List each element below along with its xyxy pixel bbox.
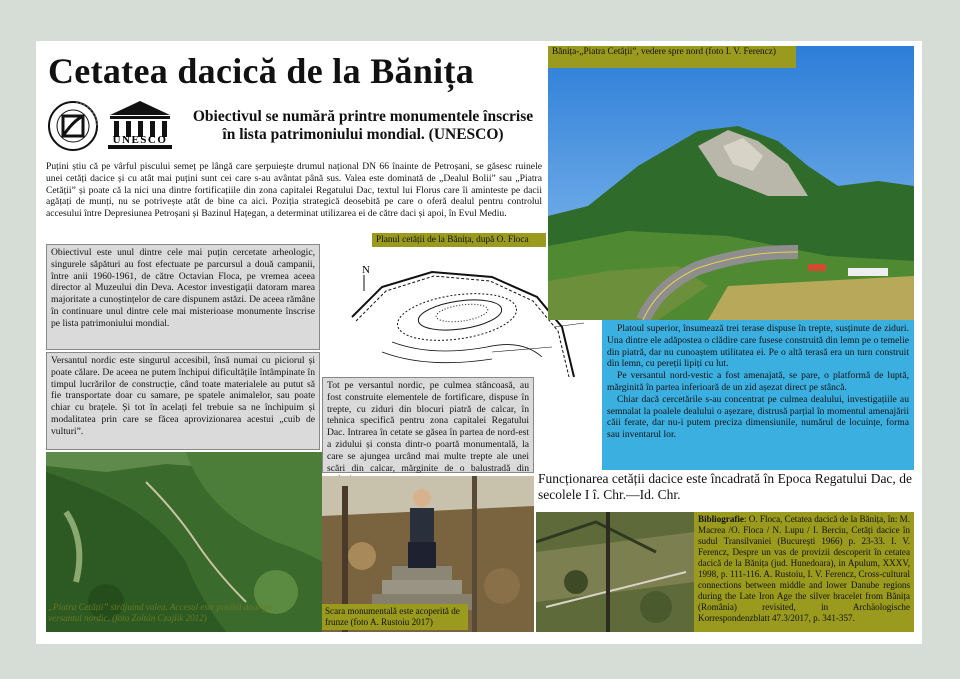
subtitle: Obiectivul se numără printre monumentele înscrise în lista patrimoniului mondial. (UNESCO) [192, 108, 534, 143]
intro-paragraph: Puțini știu că pe vârful piscului semeț pe lângă care șerpuiește drumul național DN 66 înainte de Petroșani, se găsesc ruinele unei cetăți dacice și cu atât mai puțini sunt cei care s-au avântat până sus. Valea este dominată de „Dealul Bolii” sau „Piatra Cetății” și poate că la nici una dintre fortificațiile din zona capitalei Regatului Dac, textul lui Florus care îi aminteste pe dacii agățați de munți, nu se potrivește atât de bine ca aici. Poziția strategică deosebită pe care o oferă dealul pentru controlul accesului între Depresiunea Petroșani și Bazinul Hațegan, a determinat utilizarea ei de către daci și apoi, în Evul Mediu. [46, 161, 542, 220]
north-arrow-label: N [362, 264, 370, 276]
fortification-text-box: Tot pe versantul nordic, pe culmea stâncoasă, au fost construite elementele de fortificare, dispuse în trepte, cu ziduri din blocuri piatră de calcar, în tehnica specifică pentru zona capitalei Regatului Dac. Intrarea în cetate se găsea în partea de nord-est a zidului și consta dintr-o poartă monumentală, la care se ajungea urcând mai multe trepte ale unei scări din calcar, mărginite de o balustradă din [322, 377, 534, 473]
blue-paragraph: Pe versantul nord-vestic a fost amenajată, se pare, o platformă de luptă, mărginită în partea inferioară de un zid așezat direct pe stâncă. [607, 370, 909, 393]
wall-photo [536, 512, 694, 632]
blue-paragraph: Platoul superior, însumează trei terase dispuse în trepte, susținute de ziduri. Una dintre ele adăpostea o clădire care fusese construită din lemn pe o temelie din piatră, dar nu cunoaștem utilitatea ei. Pe o altă terasă era un turn construit din lemn, cu pereții lipiți cu lut. [607, 323, 909, 370]
poster-title: Cetatea dacică de la Bănița [48, 51, 475, 91]
blue-paragraph: Chiar dacă cercetările s-au concentrat pe culmea dealului, investigațiile au semnalat la poalele dealului o așezare, distrusă parțial în momentul amenajării căii ferate, dar nu-i putem preciza dimensiunile, numărul de locuințe, forma sau inventarul lor. [607, 393, 909, 441]
period-statement: Funcționarea cetății dacice este încadrată în Epoca Regatului Dac, de secolele I î. Chr.—Id. Chr. [538, 471, 912, 502]
bibliography [694, 512, 914, 632]
world-heritage-emblem-icon [46, 97, 181, 155]
plan-caption: Planul cetății de la Bănița, după O. Floca [372, 233, 546, 247]
heritage-logos [46, 97, 181, 155]
plateau-text-box [602, 320, 914, 470]
bibliography-label: Bibliografie [698, 514, 744, 524]
bibliography-text: : O. Floca, Cetatea dacică de la Bănița, în: M. Macrea /O. Floca / N. Lupu / I. Berciu, Cetăți dacice în sudul Transilvaniei (București 1966) p. 23-33. I. V. Ferencz, Despre un vas de provizii descoperit în cetatea dacică de la Bănița (jud. Hunedoara), in Apulum, XXXV, 1998, p. 111-116. A. Rustoiu, I. V. Ferencz, Cross-cultural connections between middle and lower Danube regions during the Late Iron Age the silver bracelet from Bănița (România) revisited, in Archäologische Korrespondenzblatt 47.3/2017, p. 341-357. [698, 514, 910, 623]
stairs-photo-caption: Scara monumentală este acoperită de frunze (foto A. Rustoiu 2017) [322, 604, 468, 630]
research-text-box: Obiectivul este unul dintre cele mai puțin cercetate arheologic, singurele săpături au fost efectuate pe parcursul a două campanii, între anii 1960-1961, de către Octavian Floca, pe vremea aceea director al Muzeului din Deva. Acestor investigații datoram marea majoritate a cunoștințelor de care dispunem astăzi. De aceea rămâne în continuare unul dintre cele mai misterioase monumente înscrise pe lista patrimoniului mondial. [46, 244, 320, 350]
unesco-label: UNESCO [112, 134, 168, 146]
mountain-photo [548, 46, 914, 320]
mountain-photo-caption: Bănița-„Piatra Cetății”, vedere spre nord (foto I. V. Ferencz) [548, 46, 796, 68]
valley-photo-caption: „Piatra Cetății” străjuind valea. Accesul este posibil doar pe versantul nordic. (foto Zoltán Czajlik 2012) [48, 602, 272, 623]
access-text-box: Versantul nordic este singurul accesibil, însă numai cu piciorul și poate călare. De aceea ne putem închipui dificultățile întâmpinate în timpul lucrărilor de construcție, când toate materialele au putut să fie transportate doar cu samare, pe spatele animalelor, sau poate chiar cu brațele. Și tot în acelați fel trebuie sa ne închipuim și modalitatea prin care se făcea aprovizionarea acestui „cuib de vulturi”. [46, 352, 320, 450]
